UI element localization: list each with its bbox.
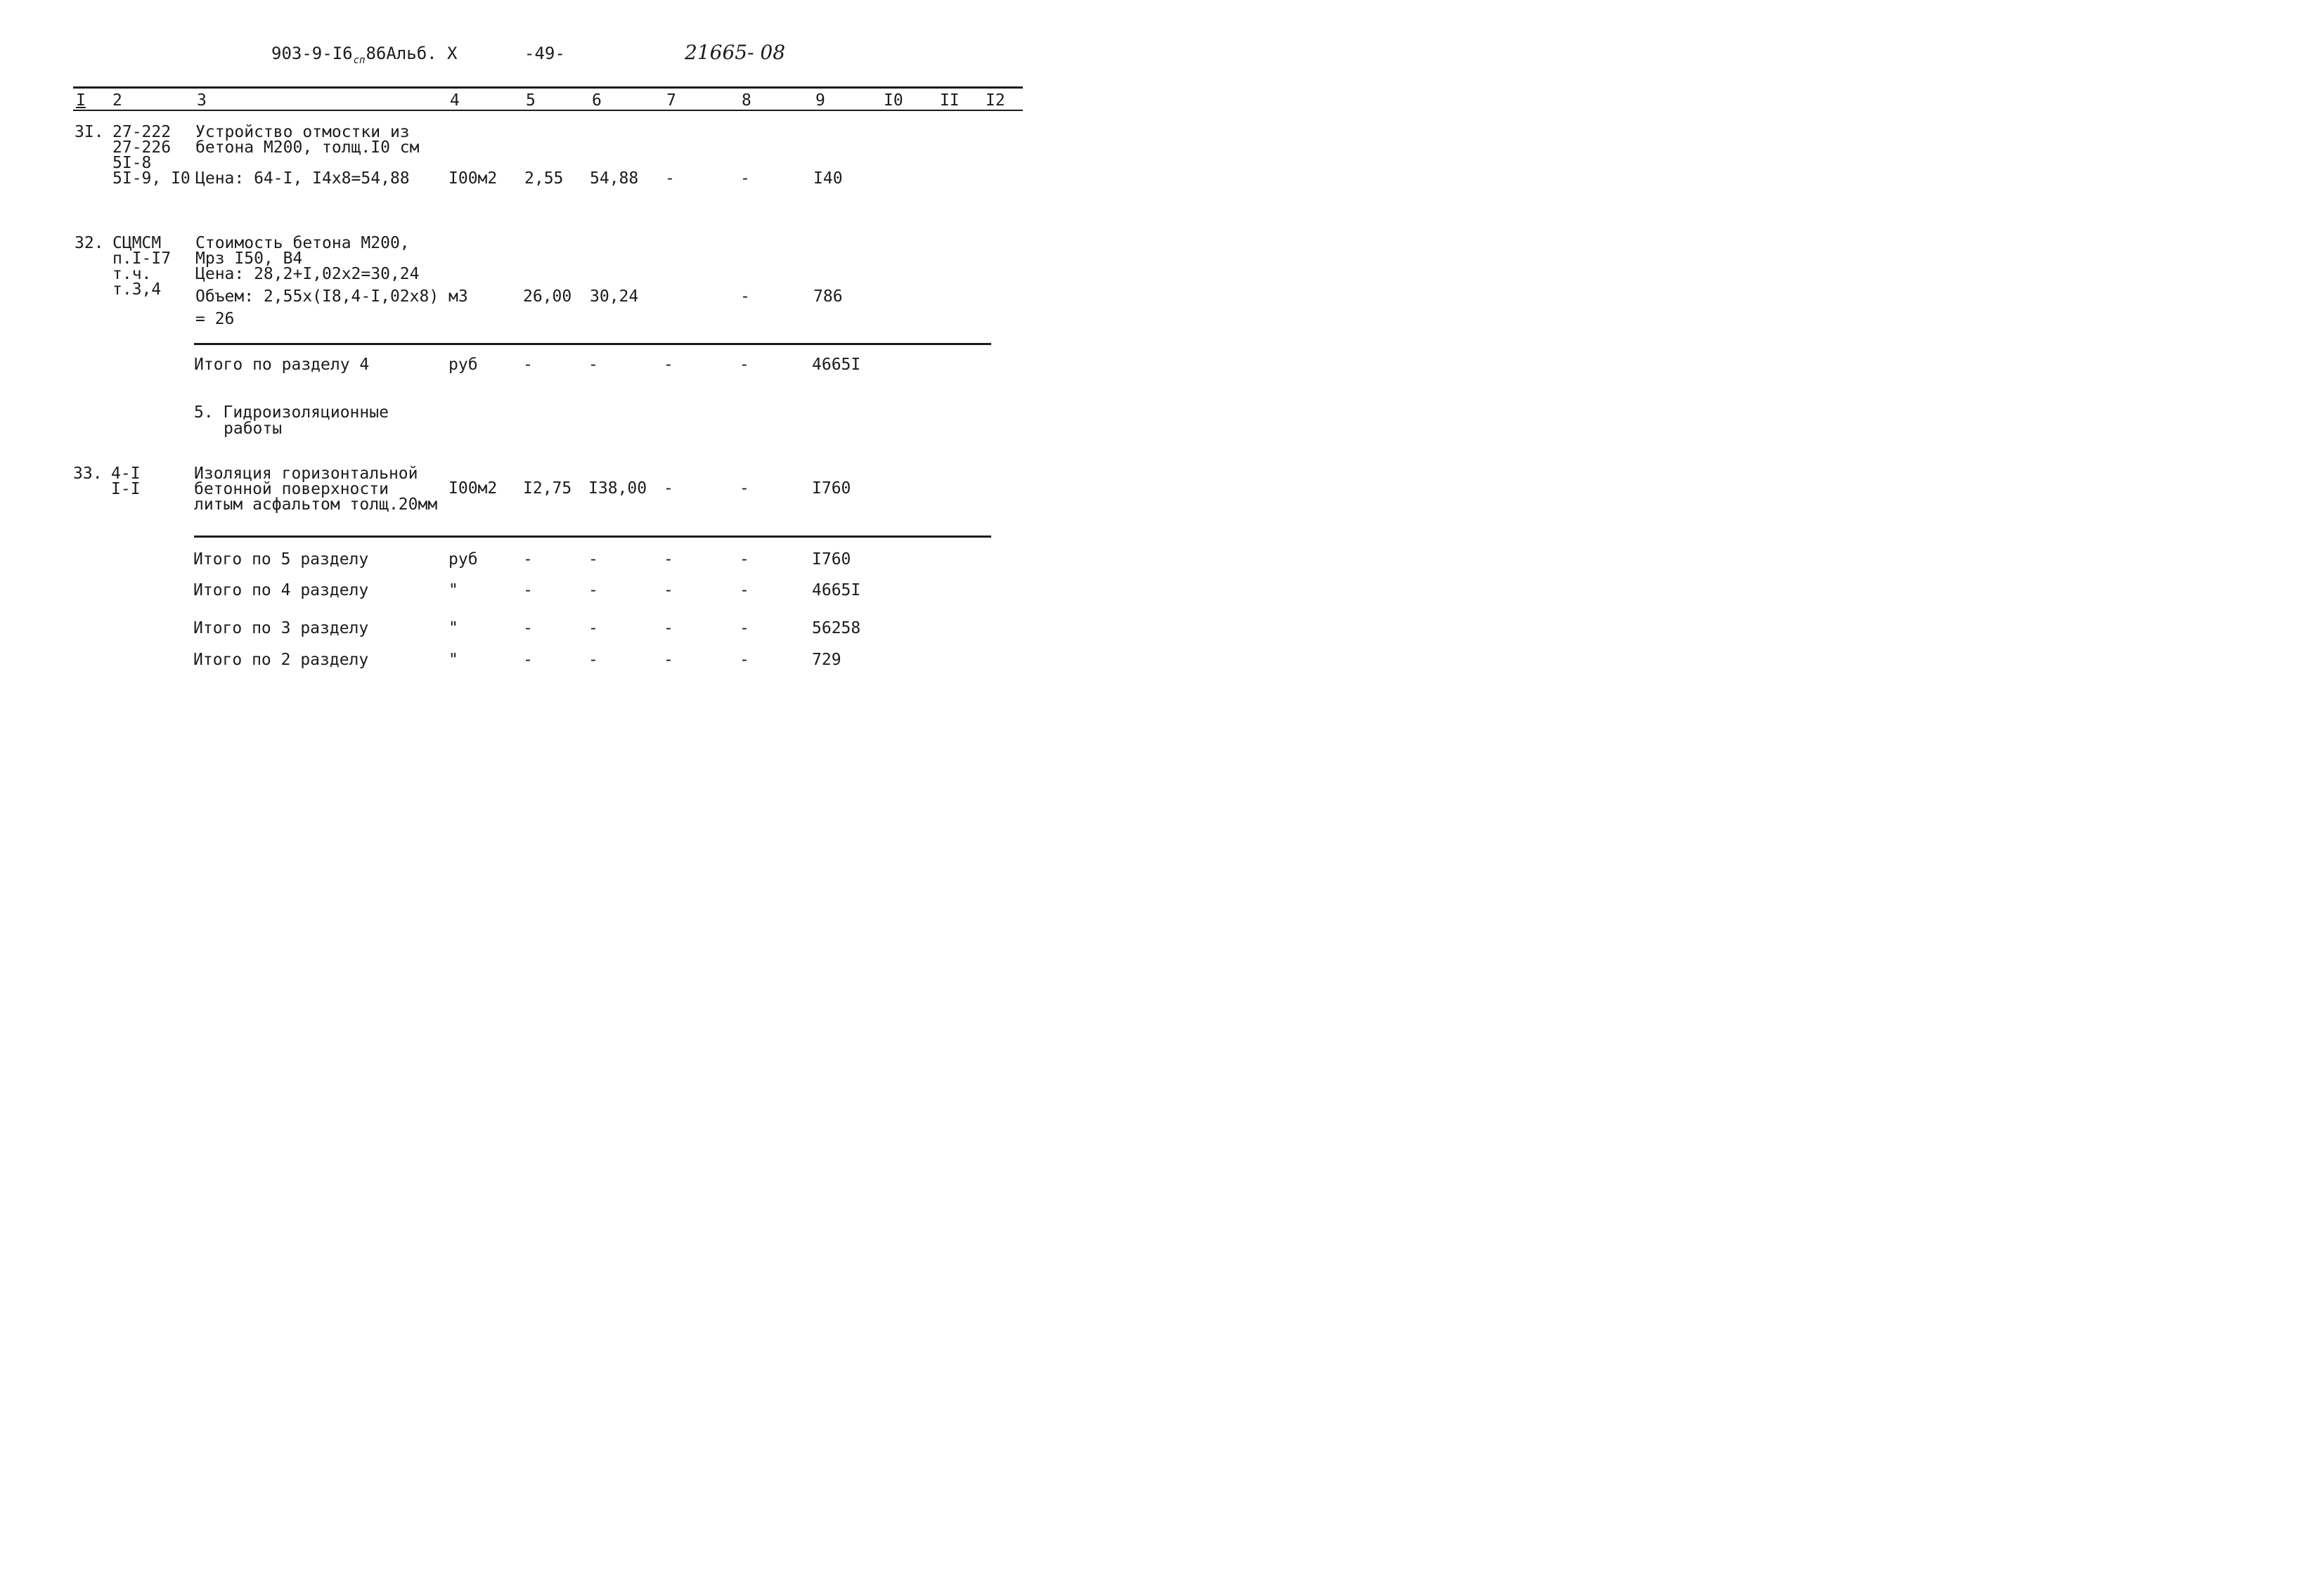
row-total: I760 [812, 479, 851, 498]
total-unit: " [448, 619, 458, 637]
row-reference: 4-I [111, 465, 141, 483]
total-col6: - [588, 581, 598, 599]
section-heading: 5. Гидроизоляционные [194, 403, 389, 422]
total-label: Итого по 2 разделу [193, 651, 369, 669]
total-col6: - [588, 651, 598, 669]
row-volume-calc: Объем: 2,55x(I8,4-I,02x8) [195, 287, 439, 306]
subtotal-col5: - [523, 356, 533, 374]
total-label: Итого по 4 разделу [193, 581, 369, 599]
column-header-4: 4 [450, 91, 460, 110]
row-reference: 27-226 [112, 138, 172, 157]
total-unit: " [448, 581, 458, 599]
page-number: -49- [524, 44, 565, 63]
row-description: Стоимость бетона М200, [195, 234, 410, 252]
total-col5: - [523, 651, 533, 669]
total-amount: 729 [812, 651, 841, 669]
row-price: I38,00 [588, 479, 647, 498]
subtotal-col8: - [740, 356, 749, 374]
document-code-subscript: сп [353, 55, 366, 66]
total-col8: - [740, 619, 749, 637]
total-col5: - [523, 550, 533, 569]
total-col8: - [740, 550, 749, 569]
total-col5: - [523, 619, 533, 637]
row-col8: - [740, 169, 750, 188]
total-col7: - [664, 581, 673, 599]
row-col7: - [665, 169, 675, 188]
row-quantity: 2,55 [524, 169, 564, 188]
total-amount: I760 [812, 550, 851, 569]
table-top-rule [73, 86, 1023, 89]
section-4-rule [194, 343, 991, 345]
column-header-1: I [76, 91, 86, 110]
total-col7: - [664, 619, 673, 637]
total-unit: " [448, 651, 458, 669]
row-reference: т.ч. [112, 265, 152, 283]
column-header-11: II [940, 91, 960, 110]
total-col7: - [664, 550, 673, 569]
column-header-rule [73, 110, 1023, 111]
total-amount: 4665I [812, 581, 861, 599]
total-label: Итого по 3 разделу [193, 619, 369, 637]
row-col7: - [664, 479, 673, 498]
row-reference: п.I-I7 [112, 249, 172, 268]
column-header-6: 6 [592, 91, 602, 110]
row-reference: т.3,4 [112, 280, 162, 299]
column-header-12: I2 [986, 91, 1005, 110]
row-number: 3I. [75, 123, 104, 141]
total-col8: - [740, 581, 749, 599]
row-reference: СЦМСМ [112, 234, 162, 252]
total-col8: - [740, 651, 749, 669]
row-total: I40 [813, 169, 843, 188]
total-amount: 56258 [812, 619, 861, 637]
total-col7: - [664, 651, 673, 669]
row-description: Изоляция горизонтальной [194, 465, 418, 483]
row-unit: I00м2 [448, 479, 498, 498]
document-code [271, 46, 458, 64]
row-volume-result: = 26 [195, 310, 235, 328]
row-quantity: I2,75 [523, 479, 572, 498]
row-description: бетонной поверхности [194, 480, 389, 498]
row-total: 786 [813, 287, 843, 306]
row-number: 33. [73, 465, 103, 483]
column-header-2: 2 [112, 91, 122, 110]
row-col8: - [740, 479, 749, 498]
subtotal-unit: руб [448, 356, 478, 374]
row-price: 54,88 [590, 169, 639, 188]
document-code-prefix: 903-9-I6 [271, 44, 353, 63]
total-label: Итого по 5 разделу [193, 550, 369, 569]
row-description: Цена: 28,2+I,02x2=30,24 [195, 265, 420, 283]
row-reference: 5I-8 [112, 154, 152, 172]
total-unit: руб [448, 550, 478, 569]
section-5-rule [194, 536, 991, 538]
row-price-calc: Цена: 64-I, I4x8=54,88 [195, 169, 410, 188]
row-description: бетона М200, толщ.I0 см [195, 138, 420, 157]
row-quantity: 26,00 [523, 287, 572, 306]
row-description: литым асфальтом толщ.20мм [194, 495, 438, 514]
section-heading-cont: работы [224, 420, 283, 438]
subtotal-col6: - [588, 356, 598, 374]
total-col6: - [588, 619, 598, 637]
row-price: 30,24 [590, 287, 639, 306]
subtotal-col7: - [664, 356, 673, 374]
row-reference: 5I-9, I0 [112, 169, 191, 188]
row-description: Мрз I50, В4 [195, 249, 303, 268]
column-header-8: 8 [742, 91, 751, 110]
row-unit: I00м2 [448, 169, 498, 188]
row-unit: м3 [448, 287, 468, 306]
handwritten-code: 21665- 08 [685, 41, 786, 64]
column-header-5: 5 [526, 91, 536, 110]
total-col6: - [588, 550, 598, 569]
column-header-9: 9 [815, 91, 825, 110]
column-header-10: I0 [884, 91, 903, 110]
subtotal-total: 4665I [812, 356, 861, 374]
total-col5: - [523, 581, 533, 599]
row-reference: 27-222 [112, 123, 172, 141]
row-reference: I-I [111, 480, 141, 498]
subtotal-label: Итого по разделу 4 [194, 356, 370, 374]
column-header-3: 3 [197, 91, 207, 110]
row-description: Устройство отмостки из [195, 123, 410, 141]
row-number: 32. [75, 234, 104, 252]
column-header-7: 7 [666, 91, 676, 110]
row-col8: - [740, 287, 750, 306]
document-code-suffix: 86Альб. X [366, 44, 458, 63]
